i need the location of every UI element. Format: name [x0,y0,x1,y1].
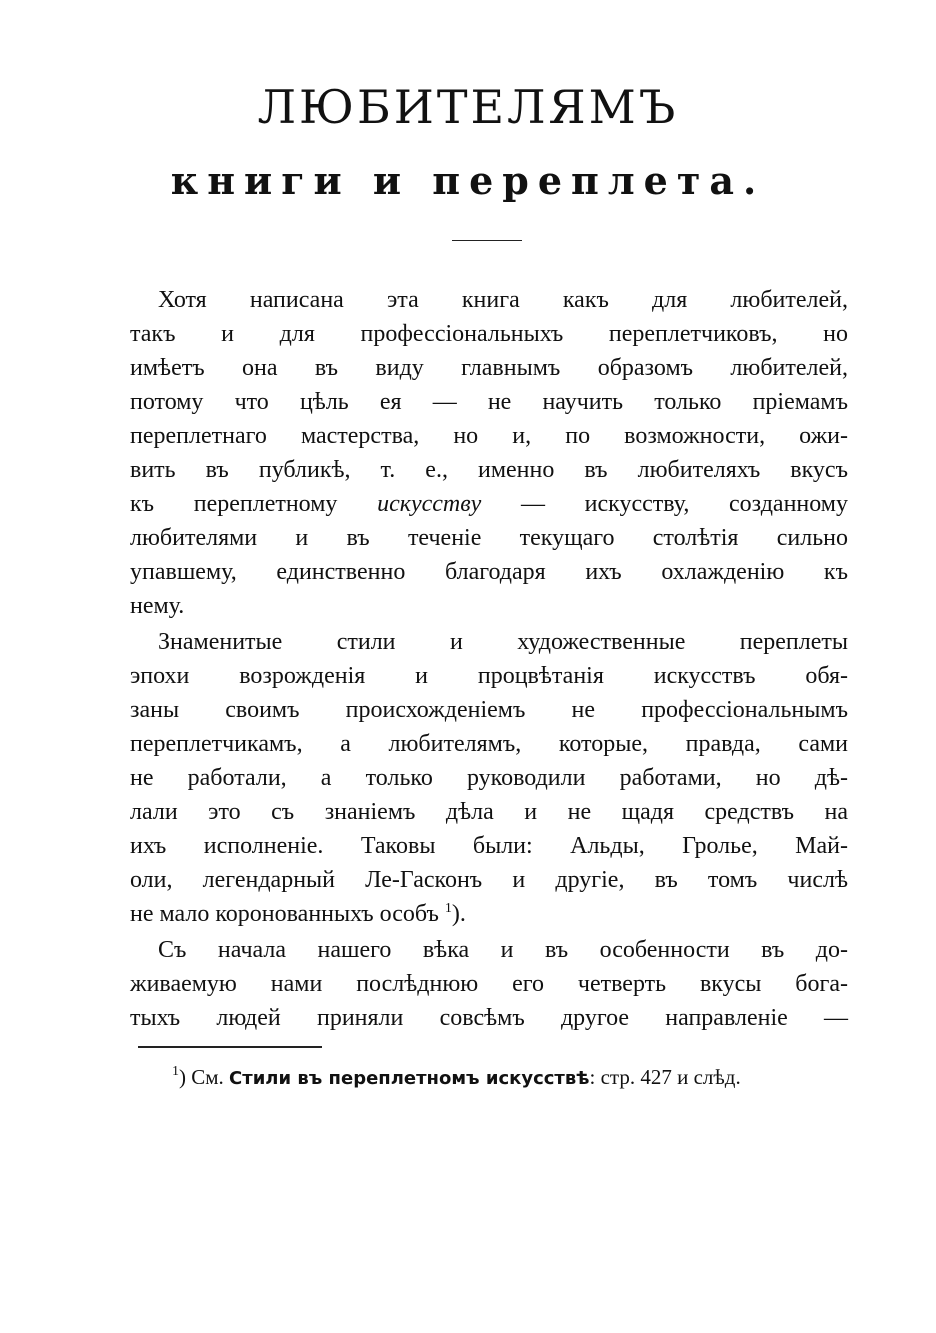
text-line-with-italic [130,487,848,521]
footnote [172,1063,741,1093]
text-line: ихъ исполненіе. Таковы были: Альды, Гролье, Май- [130,833,848,859]
text-line: любителями и въ теченіе текущаго столѣтія сильно [130,525,848,551]
footnote-title: Стили въ переплетномъ искусствѣ [229,1068,590,1089]
page-subtitle: книги и переплета. [170,158,766,203]
footnote-divider [138,1046,322,1048]
text-line: упавшему, единственно благодаря ихъ охлажденію къ [130,559,848,585]
text-line: заны своимъ происхожденіемъ не профессіональнымъ [130,697,848,723]
text-segment: ). [451,901,466,927]
title-divider [452,240,522,241]
text-line: переплетчикамъ, а любителямъ, которые, правда, сами [130,731,848,757]
text-line: Съ начала нашего вѣка и въ особенности въ до- [158,937,848,963]
text-line: тыхъ людей приняли совсѣмъ другое направленіе — [130,1005,848,1031]
text-line: оли, легендарный Ле-Гасконъ и другіе, въ томъ числѣ [130,867,848,893]
text-line: Хотя написана эта книга какъ для любителей, [158,287,848,313]
text-line: имѣетъ она въ виду главнымъ образомъ любителей, [130,355,848,381]
text-line: Знаменитые стили и художественные переплеты [158,629,848,655]
text-line: лали это съ знаніемъ дѣла и не щадя средствъ на [130,799,848,825]
text-line: вить въ публикѣ, т. е., именно въ любителяхъ вкусъ [130,457,848,483]
text-line-with-footnote-ref [130,897,848,931]
italic-word: искусству [377,491,482,517]
footnote-bracket: ) [179,1065,186,1089]
footnote-suffix: : стр. 427 и слѣд. [589,1065,741,1089]
text-line: потому что цѣль ея — не научить только пріемамъ [130,389,848,415]
body-text [130,283,848,1035]
footnote-marker: 1 [172,1064,179,1079]
text-segment: къ переплетному [130,491,338,517]
text-line: живаемую нами послѣднюю его четверть вкусы бога- [130,971,848,997]
text-line: нему. [130,593,185,619]
footnote-reference[interactable]: 1 [444,901,452,916]
text-line: переплетнаго мастерства, но и, по возможности, ожи- [130,423,848,449]
page-title: ЛЮБИТЕЛЯМЪ [257,80,679,134]
text-segment: не мало коронованныхъ особъ [130,901,439,927]
footnote-prefix: См. [191,1065,224,1089]
text-line: не работали, а только руководили работами, но дѣ- [130,765,848,791]
text-line: эпохи возрожденія и процвѣтанія искусствъ обя- [130,663,848,689]
text-segment: — искусству, созданному [520,491,848,517]
text-line: такъ и для профессіональныхъ переплетчиковъ, но [130,321,848,347]
